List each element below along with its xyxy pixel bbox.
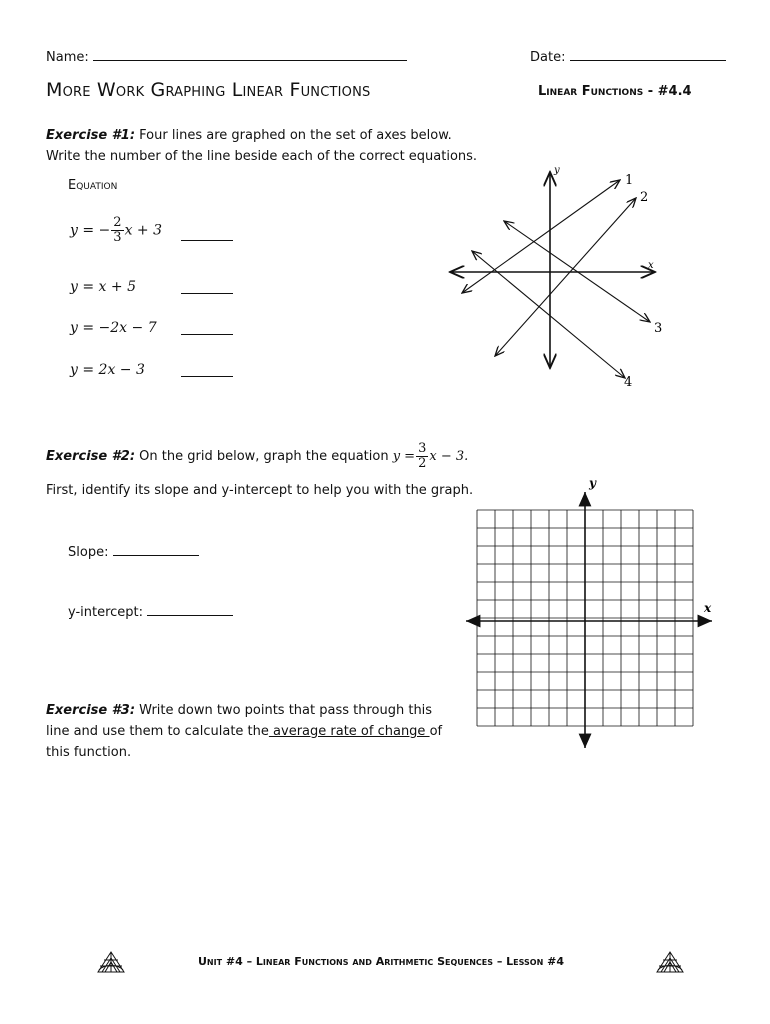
equation-1-answer-blank[interactable] bbox=[181, 228, 233, 241]
name-label: Name: bbox=[46, 50, 89, 65]
date-field bbox=[530, 48, 726, 65]
graph1-y-label: y bbox=[554, 165, 560, 176]
graph1-line-2-label: 2 bbox=[640, 190, 649, 205]
exercise3-instructions bbox=[46, 700, 446, 763]
exercise2-line2: First, identify its slope and y-intercept to help you with the graph. bbox=[46, 483, 474, 498]
graph1-x-label: x bbox=[648, 260, 654, 271]
name-blank[interactable] bbox=[93, 48, 407, 61]
grid-x-label: x bbox=[704, 601, 712, 615]
equation-1 bbox=[70, 216, 162, 245]
graph1-line-1-label: 1 bbox=[625, 173, 634, 188]
grid-y-label: y bbox=[589, 476, 596, 490]
equation-3-answer-blank[interactable] bbox=[181, 322, 233, 335]
exercise1-text-line1: Four lines are graphed on the set of axes below. bbox=[139, 128, 452, 143]
footer-text: Unit #4 – Linear Functions and Arithmetic Sequences – Lesson #4 bbox=[198, 955, 564, 968]
graph1-line-4-label: 4 bbox=[624, 375, 633, 390]
graph1-line-1 bbox=[462, 180, 620, 293]
exercise3-line2-after: of bbox=[429, 724, 443, 739]
equation-1-rhs: x + 3 bbox=[124, 222, 162, 239]
graph1-line-3-label: 3 bbox=[654, 321, 663, 336]
exercise1-label: Exercise #1: bbox=[46, 128, 136, 143]
equation-4-answer-blank[interactable] bbox=[181, 364, 233, 377]
exercise3-line1: Write down two points that pass through this bbox=[139, 703, 433, 718]
page-subtitle: Linear Functions - #4.4 bbox=[538, 84, 692, 99]
equation-4: y = 2x − 3 bbox=[70, 362, 145, 378]
exercise2-equation bbox=[392, 441, 469, 471]
equation-2: y = x + 5 bbox=[70, 279, 136, 295]
equation-2-answer-blank[interactable] bbox=[181, 281, 233, 294]
slope-field bbox=[68, 543, 199, 560]
intercept-field bbox=[68, 603, 233, 620]
web-logo-icon-left bbox=[96, 950, 126, 974]
graph1-line-4 bbox=[472, 251, 625, 378]
equation-1-lhs: y = − bbox=[70, 222, 111, 239]
average-rate-of-change-term: average rate of change bbox=[268, 724, 430, 739]
exercise2-denominator: 2 bbox=[418, 456, 427, 471]
date-label: Date: bbox=[530, 50, 566, 65]
exercise1-text-line2: Write the number of the line beside each of the correct equations. bbox=[46, 149, 478, 164]
exercise2-equation-lhs: y = bbox=[392, 449, 416, 464]
equation-3: y = −2x − 7 bbox=[70, 320, 157, 336]
exercise2-equation-end: . bbox=[464, 449, 469, 464]
slope-label: Slope: bbox=[68, 545, 109, 560]
slope-blank[interactable] bbox=[113, 543, 199, 556]
web-logo-icon-right bbox=[655, 950, 685, 974]
graph1-line-2 bbox=[495, 198, 636, 356]
page-title: More Work Graphing Linear Functions bbox=[46, 79, 371, 101]
name-field bbox=[46, 48, 407, 65]
exercise3-line2-before: line and use them to calculate the bbox=[46, 724, 269, 739]
exercise2-label: Exercise #2: bbox=[46, 449, 136, 464]
equation-column-header: Equation bbox=[68, 178, 118, 193]
exercise2-text: On the grid below, graph the equation bbox=[139, 449, 389, 464]
equation-1-numerator: 2 bbox=[113, 215, 122, 230]
exercise1-graph bbox=[440, 160, 680, 395]
equation-1-denominator: 3 bbox=[113, 230, 122, 245]
intercept-blank[interactable] bbox=[147, 603, 233, 616]
exercise2-equation-rhs: x − 3 bbox=[429, 449, 465, 464]
exercise3-label: Exercise #3: bbox=[46, 703, 136, 718]
date-blank[interactable] bbox=[570, 48, 726, 61]
exercise2-instructions bbox=[46, 442, 468, 471]
exercise2-numerator: 3 bbox=[418, 441, 427, 456]
intercept-label: y-intercept: bbox=[68, 605, 144, 620]
exercise2-grid[interactable] bbox=[460, 474, 720, 754]
exercise3-line3: this function. bbox=[46, 745, 132, 760]
